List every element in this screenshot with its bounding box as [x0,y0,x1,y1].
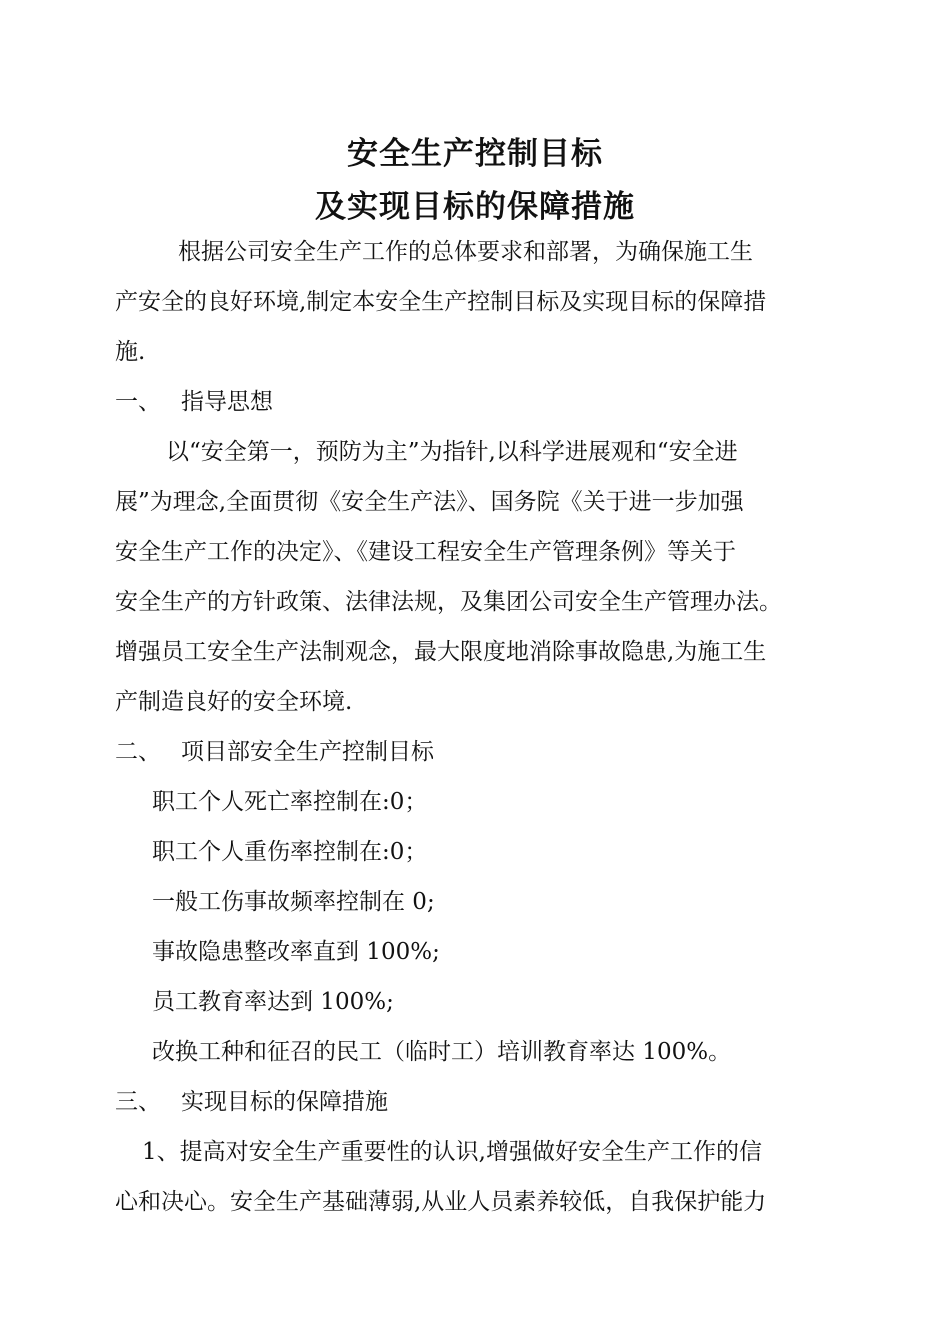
document-title-line-1: 安全生产控制目标 [347,136,603,172]
target-item: 职工个人死亡率控制在:0； [152,789,428,815]
section-1-line-3: 安全生产工作的决定》、《建设工程安全生产管理条例》等关于 [115,539,736,565]
target-item: 改换工种和征召的民工（临时工）培训教育率达 100%。 [152,1039,732,1065]
section-2-title: 项目部安全生产控制目标 [181,739,434,765]
section-3-number: 三、 [115,1089,161,1115]
section-1-heading [115,386,273,418]
target-item: 一般工伤事故频率控制在 0; [152,889,435,915]
section-1-title: 指导思想 [181,389,273,415]
document-title-line-2: 及实现目标的保障措施 [315,189,635,225]
section-1-line-4: 安全生产的方针政策、法律法规，及集团公司安全生产管理办法。 [115,589,782,615]
section-2-heading [115,736,434,768]
target-item: 事故隐患整改率直到 100%; [152,939,440,965]
section-3-heading [115,1086,388,1118]
section-3-title: 实现目标的保障措施 [181,1089,388,1115]
intro-line-1: 根据公司安全生产工作的总体要求和部署，为确保施工生 [178,239,753,265]
section-1-line-6: 产制造良好的安全环境. [115,689,353,715]
section-1-line-2: 展”为理念,全面贯彻《安全生产法》、国务院《关于进一步加强 [115,489,744,515]
section-1-line-1: 以“安全第一，预防为主”为指针,以科学进展观和“安全进 [166,439,738,465]
section-1-number: 一、 [115,389,161,415]
section-1-line-5: 增强员工安全生产法制观念，最大限度地消除事故隐患,为施工生 [115,639,767,665]
intro-line-2: 产安全的良好环境,制定本安全生产控制目标及实现目标的保障措 [115,289,767,315]
intro-line-3: 施. [115,339,146,365]
target-item: 员工教育率达到 100%; [152,989,394,1015]
target-item: 职工个人重伤率控制在:0； [152,839,428,865]
section-3-line-2: 心和决心。安全生产基础薄弱,从业人员素养较低，自我保护能力 [115,1189,767,1215]
section-3-line-1: 1、提高对安全生产重要性的认识,增强做好安全生产工作的信 [142,1139,762,1165]
section-2-number: 二、 [115,739,161,765]
